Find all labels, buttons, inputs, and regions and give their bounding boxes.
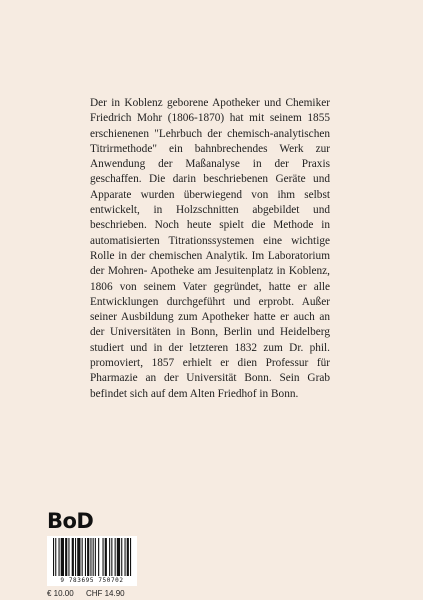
barcode-bar (115, 538, 116, 576)
barcode-bar (87, 538, 89, 576)
barcode-bar (117, 538, 120, 576)
barcode-bar (103, 538, 104, 576)
barcode-bar (109, 538, 110, 576)
price-eur: € 10.00 (47, 589, 74, 598)
isbn-barcode (47, 536, 137, 586)
price-chf: CHF 14.90 (85, 589, 125, 598)
barcode-bar (68, 538, 69, 576)
barcode-bar (85, 538, 86, 576)
barcode-bar (111, 538, 112, 576)
barcode-bar (61, 538, 64, 576)
barcode-bar (59, 538, 60, 576)
price-line (47, 589, 125, 598)
barcode-bar (53, 538, 54, 576)
barcode-bars (52, 538, 132, 576)
barcode-bar (130, 538, 131, 576)
barcode-bar (65, 538, 67, 576)
barcode-bar (105, 538, 107, 576)
publisher-logo: BoD (47, 509, 94, 533)
barcode-bar (93, 538, 94, 576)
barcode-bar (95, 538, 96, 576)
barcode-bar (55, 538, 56, 576)
barcode-bar (90, 538, 91, 576)
barcode-bar (72, 538, 74, 576)
isbn-digits: 9 783695 750702 (60, 577, 124, 584)
barcode-bar (82, 538, 83, 576)
barcode-bar (75, 538, 76, 576)
back-cover-blurb: Der in Koblenz geborene Apotheker und Chemiker Friedrich Mohr (1806-1870) hat mit seinem 1855 erschienenen "Lehrbuch der chemisch-analytischen Titrirmethode" ein bahnbrechendes Werk zur Anwendung der Maßanalyse in der Praxis geschaffen. Die darin beschriebenen Geräte und Apparate wurden überwiegend von ihm selbst entwickelt, in Holzschnitten abgebildet und beschrieben. Noch heute spielt die Methode in automatisierten Titrationssystemen eine wichtige Rolle in der chemischen Analytik. Im Laboratorium der Mohren- Apotheke am Jesuitenplatz in Koblenz, 1806 von seinem Vater gegründet, hatte er alle Entwicklungen durchgeführt und erprobt. Außer seiner Ausbildung zum Apotheker hatte er auch an der Universitäten in Bonn, Berlin und Heidelberg studiert und in der letzteren 1832 zum Dr. phil. promoviert, 1857 erhielt er dien Professur für Pharmazie an der Universität Bonn. Sein Grab befindet sich auf dem Alten Friedhof in Bonn. (90, 97, 330, 400)
barcode-bar (98, 538, 99, 576)
barcode-bar (127, 538, 129, 576)
barcode-bar (125, 538, 126, 576)
barcode-bar (77, 538, 80, 576)
barcode-bar (121, 538, 122, 576)
